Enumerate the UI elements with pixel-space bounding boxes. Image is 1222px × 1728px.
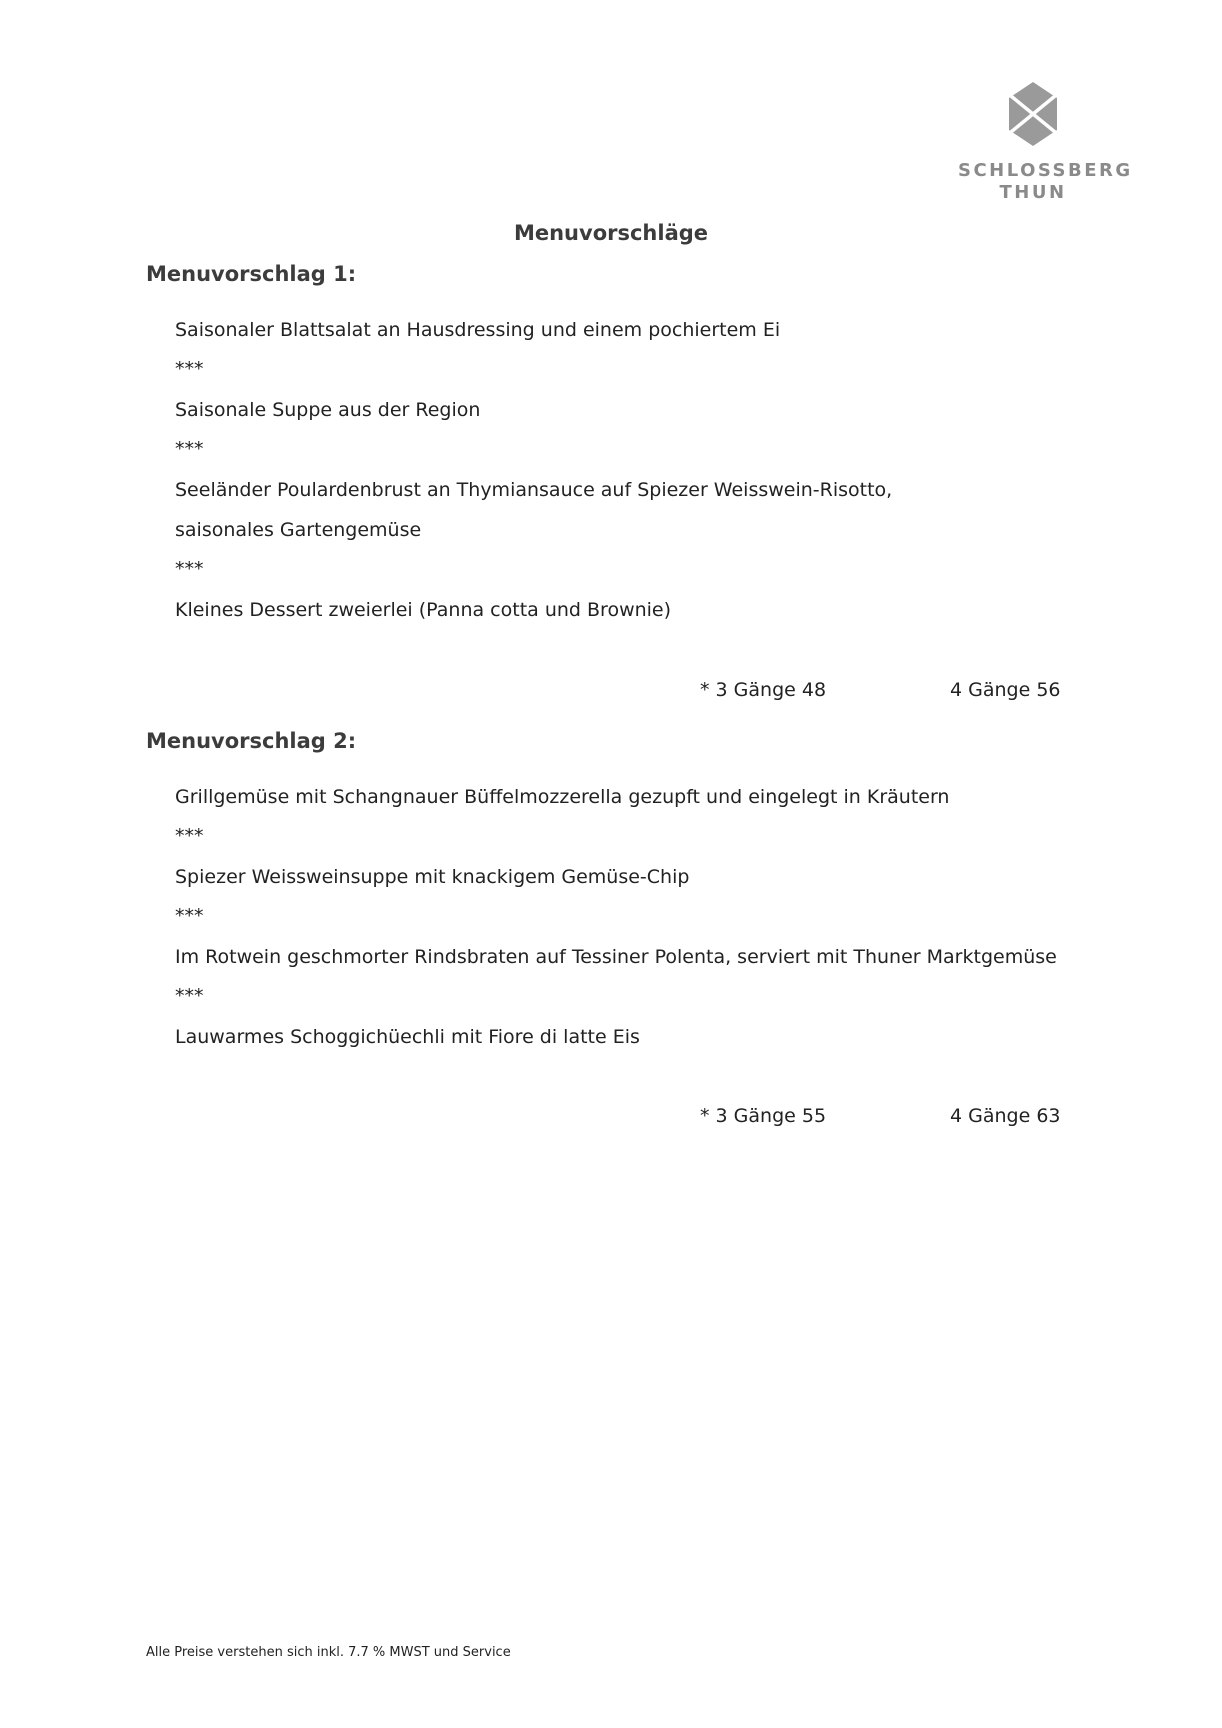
menu-1-course-main-cont: saisonales Gartengemüse xyxy=(175,519,422,541)
menu-1-separator: *** xyxy=(175,438,204,460)
menu-2-course-main: Im Rotwein geschmorter Rindsbraten auf Tessiner Polenta, serviert mit Thuner Marktgemüse xyxy=(175,946,1057,968)
footer-note: Alle Preise verstehen sich inkl. 7.7 % MWST und Service xyxy=(146,1645,511,1660)
menu-1-course-main: Seeländer Poulardenbrust an Thymiansauce auf Spiezer Weisswein-Risotto, xyxy=(175,479,893,501)
logo xyxy=(958,80,1133,204)
menu-2-separator: *** xyxy=(175,825,204,847)
page-title: Menuvorschläge xyxy=(513,221,709,245)
menu-2-course-starter: Grillgemüse mit Schangnauer Büffelmozzerella gezupft und eingelegt in Kräutern xyxy=(175,786,950,808)
menu-2-heading: Menuvorschlag 2: xyxy=(146,729,357,753)
logo-line-1: SCHLOSSBERG xyxy=(958,160,1133,181)
menu-1-price-4-courses: 4 Gänge 56 xyxy=(950,679,1061,701)
menu-2-separator: *** xyxy=(175,985,204,1007)
menu-2-separator: *** xyxy=(175,905,204,927)
menu-2-price-3-courses: * 3 Gänge 55 xyxy=(700,1105,827,1127)
menu-2-course-dessert: Lauwarmes Schoggichüechli mit Fiore di latte Eis xyxy=(175,1026,640,1048)
menu-2-price-4-courses: 4 Gänge 63 xyxy=(950,1105,1061,1127)
shield-cross-icon xyxy=(1007,80,1059,148)
menu-2-course-soup: Spiezer Weissweinsuppe mit knackigem Gemüse-Chip xyxy=(175,866,690,888)
menu-1-course-dessert: Kleines Dessert zweierlei (Panna cotta und Brownie) xyxy=(175,599,672,621)
menu-1-separator: *** xyxy=(175,358,204,380)
menu-1-course-starter: Saisonaler Blattsalat an Hausdressing und einem pochiertem Ei xyxy=(175,319,781,341)
menu-1-course-soup: Saisonale Suppe aus der Region xyxy=(175,399,481,421)
menu-1-heading: Menuvorschlag 1: xyxy=(146,262,357,286)
menu-1-price-3-courses: * 3 Gänge 48 xyxy=(700,679,827,701)
logo-line-2: THUN xyxy=(999,182,1067,203)
menu-1-separator: *** xyxy=(175,558,204,580)
